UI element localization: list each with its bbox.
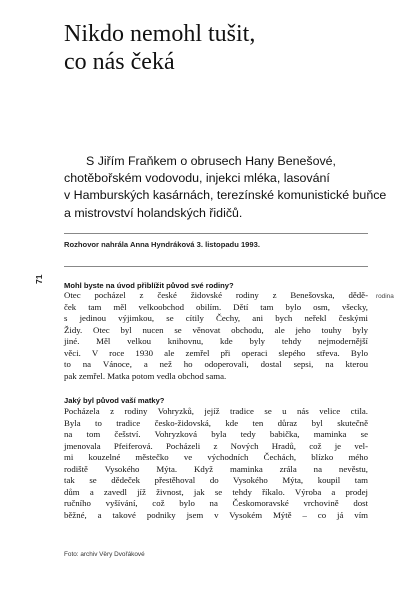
lead-paragraph — [64, 153, 387, 222]
question-2: Jaký byl původ vaší matky? — [64, 396, 165, 405]
interview-credit: Rozhovor nahrála Anna Hyndráková 3. listopadu 1993. — [64, 240, 260, 249]
answer-line: ček tam měl velkoobchod obilím. Dětí tam bylo osm, všecky, — [64, 301, 368, 312]
answer-line: rodiště Vysokého Mýta. Když maminka zrála na nevěstu, — [64, 463, 368, 474]
lead-line: S Jiřím Fraňkem o obrusech Hany Benešové, — [86, 154, 336, 168]
divider-top — [64, 233, 368, 234]
lead-line: chotěbořském vodovodu, injekci mléka, lasování — [64, 171, 330, 186]
page-number: 71 — [34, 274, 44, 284]
answer-line: běžné, a takové podniky jsem v Vysokém Mýtě – co já vím — [64, 509, 368, 520]
answer-line: Otec pocházel z české židovské rodiny z Benešovska, dědě- — [64, 290, 368, 300]
answer-line: na tom češství. Vohryzková byla tedy babička, maminka se — [64, 429, 368, 439]
margin-note: rodina — [376, 293, 394, 300]
answer-line: Židy. Otec byl nucen se věnovat obchodu, ale jeho touhy byly — [64, 324, 368, 335]
answer-line: to na Vánoce, a než ho odoperovali, dostal sepsi, na kterou — [64, 359, 368, 369]
answer-line: dům a zavedl jíž živnost, jak se tehdy říkalo. Výroba a prodej — [64, 486, 368, 497]
page-title — [64, 20, 384, 76]
answer-line: Byla to tradice česko-židovská, kde ten důraz byl skutečně — [64, 417, 368, 428]
answer-line: s jedinou výjimkou, se cítily Čechy, ani bych neřekl českými — [64, 313, 368, 323]
photo-credit: Foto: archiv Věry Dvořákové — [64, 551, 145, 558]
answer-line: ručního vyšívání, což bylo na Českomoravské vrchovině dost — [64, 498, 368, 508]
divider-bottom — [64, 266, 368, 267]
answer-line: jiné. Měl velkou knihovnu, kde byly tehdy nejmodernější — [64, 336, 368, 346]
question-1: Mohl byste na úvod přiblížit původ své rodiny? — [64, 281, 234, 290]
answer-2 — [64, 406, 368, 521]
answer-line: Pocházela z rodiny Vohryzků, jejíž tradice se u nás velice ctila. — [64, 406, 368, 416]
answer-line: tak se dědeček přestěhoval do Vysokého Mýta, koupil tam — [64, 475, 368, 485]
answer-line: jmenovala Pfeiferová. Pocházeli z Nových Hradů, což je vel- — [64, 440, 368, 451]
title-line-2: co nás čeká — [64, 49, 175, 75]
lead-line: v Hamburských kasárnách, terezínské komunistické buňce — [64, 188, 387, 203]
answer-line: věci. V roce 1930 ale zemřel při operaci slepého střeva. Bylo — [64, 347, 368, 358]
title-line-1: Nikdo nemohl tušit, — [64, 21, 256, 47]
answer-1 — [64, 290, 368, 382]
answer-line: mi kouzelné městečko ve východních Čechách, blízko mého — [64, 452, 368, 462]
lead-line: a mistrovství holandských řidičů. — [64, 205, 243, 220]
answer-line: pak zemřel. Matka potom vedla obchod sama. — [64, 370, 227, 381]
